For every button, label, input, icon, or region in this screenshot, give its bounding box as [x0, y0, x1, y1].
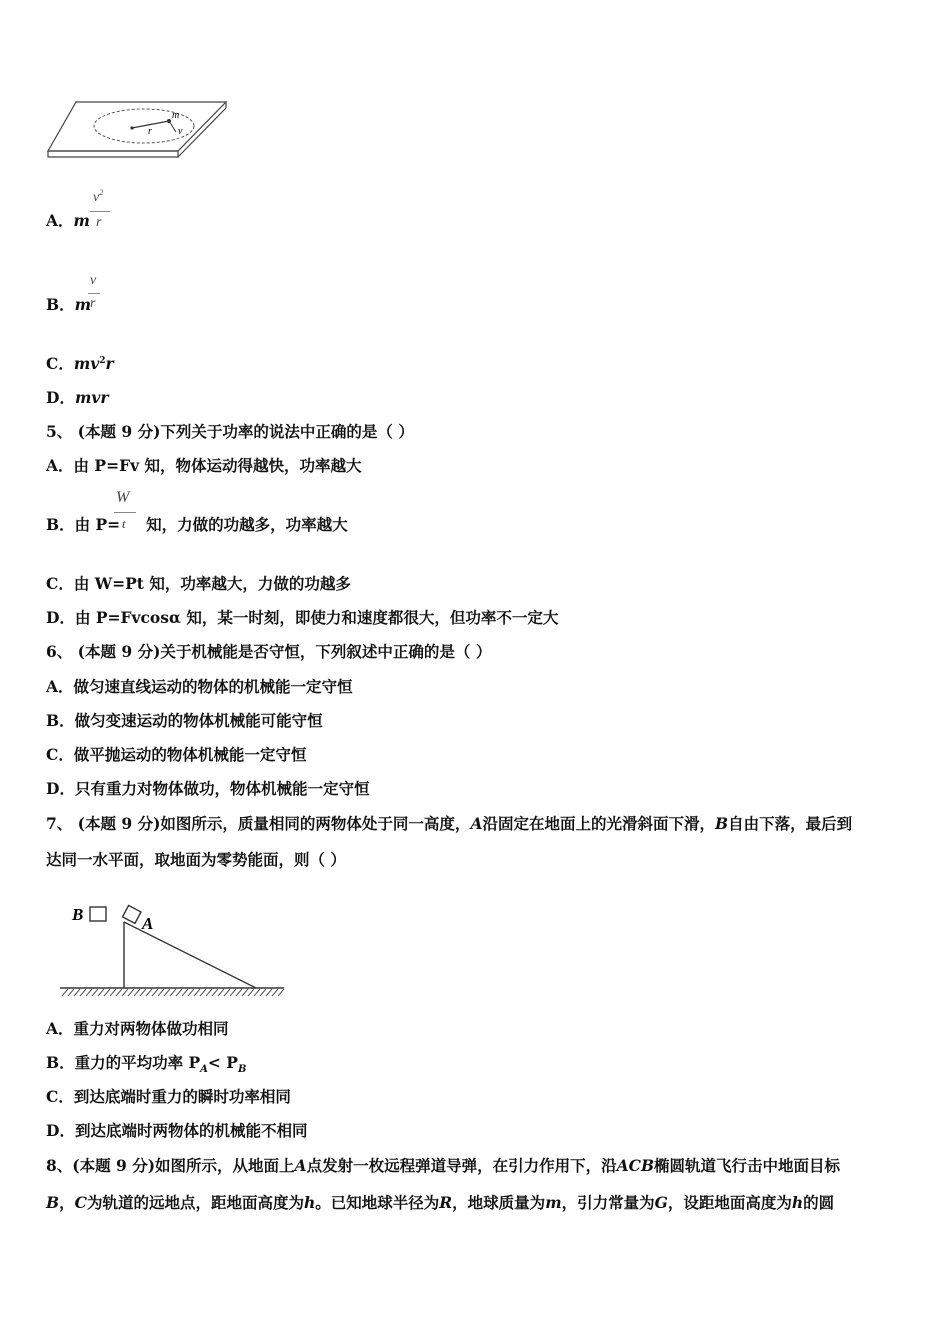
- option-6d: D．只有重力对物体做功，物体机械能一定守恒: [46, 779, 370, 798]
- block-b: [90, 907, 106, 921]
- option-5c: C．由 W=Pt 知，功率越大，力做的功越多: [46, 574, 351, 593]
- plane-front: [48, 151, 178, 157]
- fraction-4a-bar: [90, 211, 110, 212]
- question-7-stem-line2: 达同一水平面，取地面为零势能面，则（ ）: [46, 850, 346, 869]
- fraction-4b-bar: [88, 293, 100, 294]
- velocity-label: v: [178, 126, 183, 137]
- option-7b: B．重力的平均功率 $P_A< P_B$: [46, 1053, 247, 1075]
- mass-label: m: [172, 110, 180, 121]
- block-a: [123, 905, 141, 923]
- plane-side: [178, 108, 226, 157]
- incline-figure: [56, 896, 296, 1006]
- question-5-stem: 5、 (本题 9 分)下列关于功率的说法中正确的是（ ）: [46, 422, 414, 441]
- option-4c: C．$mv^2r$: [46, 354, 114, 373]
- option-5a: A．由 P=Fv 知，物体运动得越快，功率越大: [46, 456, 362, 475]
- option-6c: C．做平抛运动的物体机械能一定守恒: [46, 745, 307, 764]
- fraction-5b-den: t: [122, 516, 126, 531]
- fraction-4a-num: $v^2$: [93, 188, 104, 205]
- option-5b: B．由 P= 知，力做的功越多，功率越大: [46, 515, 348, 534]
- option-4a: A．m: [46, 211, 90, 230]
- fraction-5b-bar: [114, 512, 136, 513]
- option-7a: A．重力对两物体做功相同: [46, 1019, 229, 1038]
- option-7c: C．到达底端时重力的瞬时功率相同: [46, 1087, 291, 1106]
- incline-slope: [124, 922, 256, 988]
- option-4d: D．mvr: [46, 388, 109, 407]
- fraction-4b: [86, 272, 104, 320]
- block-b-label: B: [72, 905, 84, 924]
- option-6a: A．做匀速直线运动的物体的机械能一定守恒: [46, 677, 353, 696]
- block-a-label: A: [142, 914, 154, 933]
- radius-label: r: [148, 126, 152, 137]
- velocity-arrow: [169, 121, 176, 132]
- circular-motion-figure: [44, 96, 244, 166]
- option-7d: D．到达底端时两物体的机械能不相同: [46, 1121, 308, 1140]
- question-6-stem: 6、 (本题 9 分)关于机械能是否守恒，下列叙述中正确的是（ ）: [46, 642, 492, 661]
- fraction-5b: [112, 488, 138, 540]
- question-8-stem-line2: B，C为轨道的远地点，距地面高度为h。已知地球半径为R，地球质量为m，引力常量为G，设距地面高度为h的圆: [46, 1193, 835, 1212]
- fraction-5b-num: W: [116, 489, 130, 506]
- option-5d: D．由 P=Fvcosα 知，某一时刻，即使力和速度都很大，但功率不一定大: [46, 608, 559, 627]
- question-8-stem-line1: 8、(本题 9 分)如图所示，从地面上A点发射一枚远程弹道导弹，在引力作用下，沿ACB椭圆轨道飞行击中地面目标: [46, 1156, 841, 1175]
- fraction-4a-den: r: [96, 215, 102, 230]
- option-6b: B．做匀变速运动的物体机械能可能守恒: [46, 711, 323, 730]
- question-7-stem-line1: 7、 (本题 9 分)如图所示，质量相同的两物体处于同一高度，A沿固定在地面上的光滑斜面下滑，B自由下落，最后到: [46, 814, 853, 833]
- ground-hatch: [62, 989, 284, 996]
- option-4b: B．m: [46, 295, 92, 314]
- fraction-4b-den: r: [90, 296, 96, 311]
- fraction-4a: [88, 188, 112, 236]
- fraction-4b-num: v: [90, 273, 97, 288]
